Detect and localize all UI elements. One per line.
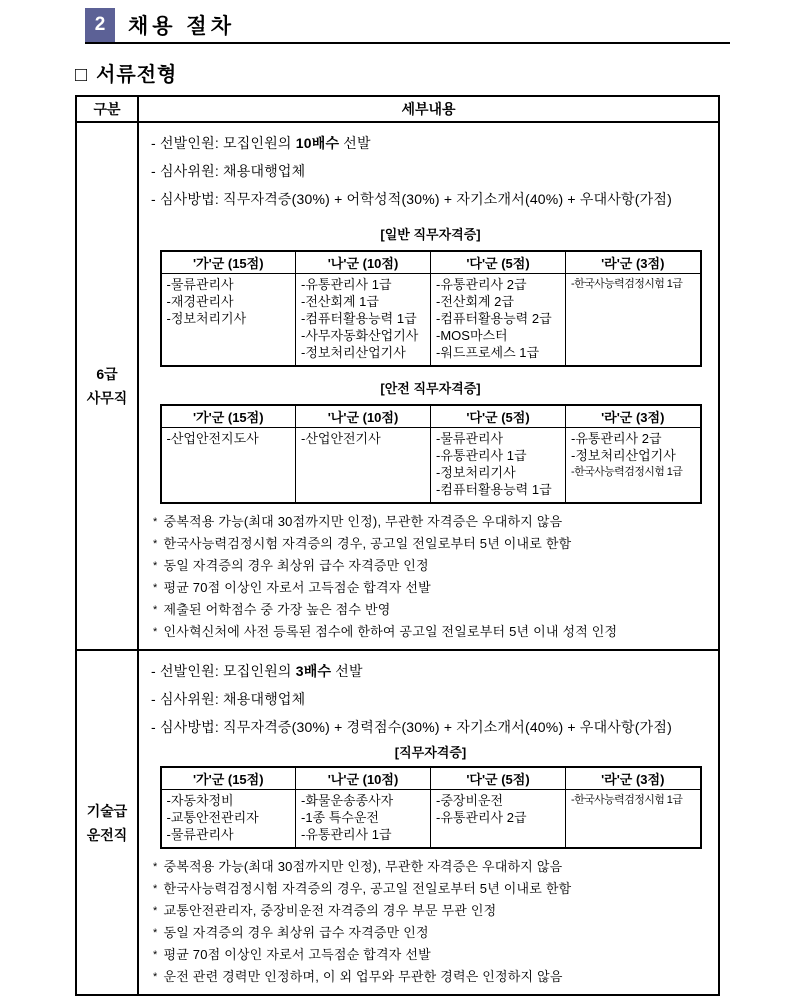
qual-group-cell — [566, 428, 701, 504]
category-line: 6급 — [96, 366, 118, 382]
category-cell — [76, 650, 138, 995]
asterisk-icon: * — [153, 626, 158, 638]
note-text: 교통안전관리자, 중장비운전 자격증의 경우 부문 무관 인정 — [163, 903, 497, 918]
note-line — [153, 577, 710, 599]
qual-item: -한국사능력검정시험 1급 — [571, 278, 683, 290]
info-text: 선발 — [331, 663, 363, 679]
info-line — [151, 185, 710, 213]
subtable-title: [일반 직무자격증] — [380, 227, 481, 242]
qual-item: -재경관리사 — [166, 294, 234, 309]
subtable-title: [직무자격증] — [394, 745, 467, 760]
note-text: 동일 자격증의 경우 최상위 급수 자격증만 인정 — [163, 558, 429, 573]
note-line — [153, 511, 710, 533]
qual-item: -컴퓨터활용능력 1급 — [301, 311, 417, 326]
info-text: 선발 — [339, 135, 371, 151]
screening-table-body — [76, 122, 719, 995]
qual-group-header: '가'군 (15점) — [161, 251, 296, 274]
note-line — [153, 922, 710, 944]
qual-group-cell — [566, 274, 701, 367]
qual-item: -중장비운전 — [436, 793, 504, 808]
note-line — [153, 966, 710, 988]
note-line — [153, 555, 710, 577]
asterisk-icon: * — [153, 582, 158, 594]
asterisk-icon: * — [153, 861, 158, 873]
qual-group-header: '가'군 (15점) — [161, 767, 296, 790]
asterisk-icon: * — [153, 538, 158, 550]
info-text: - 심사위원: 채용대행업체 — [151, 163, 306, 179]
note-line — [153, 599, 710, 621]
note-text: 제출된 어학점수 중 가장 높은 점수 반영 — [163, 602, 391, 617]
qual-item: -유통관리사 1급 — [301, 827, 392, 842]
note-line — [153, 533, 710, 555]
qual-group-header: '가'군 (15점) — [161, 405, 296, 428]
note-line — [153, 621, 710, 643]
details-cell — [138, 122, 719, 650]
qual-item: -유통관리사 1급 — [301, 277, 392, 292]
qual-item: -화물운송종사자 — [301, 793, 394, 808]
qual-item: -정보처리기사 — [166, 311, 247, 326]
info-line — [151, 129, 710, 157]
asterisk-icon: * — [153, 971, 158, 983]
qual-body-row — [161, 274, 701, 367]
qual-group-header: '나'군 (10점) — [296, 405, 431, 428]
qual-item: -한국사능력검정시험 1급 — [571, 794, 683, 806]
note-text: 운전 관련 경력만 인정하며, 이 외 업무와 무관한 경력은 인정하지 않음 — [163, 969, 563, 984]
category-line: 사무직 — [86, 390, 128, 406]
qual-item: -물류관리사 — [166, 277, 234, 292]
category-line: 기술급 — [86, 802, 128, 819]
qual-item: -한국사능력검정시험 1급 — [571, 466, 683, 478]
qual-group-cell — [431, 274, 566, 367]
qual-item: -워드프로세스 1급 — [436, 345, 540, 360]
qual-group-header: '라'군 (3점) — [566, 251, 701, 274]
qual-header-row — [161, 251, 701, 274]
note-line — [153, 856, 710, 878]
square-bullet-icon: □ — [75, 64, 89, 86]
qual-item: -정보처리기사 — [436, 465, 516, 480]
qual-item: -산업안전기사 — [301, 431, 381, 446]
qual-item: -물류관리사 — [436, 431, 504, 446]
qualification-table — [160, 250, 702, 367]
table-header-row — [76, 96, 719, 122]
note-line — [153, 878, 710, 900]
table-header-details: 세부내용 — [138, 96, 719, 122]
qual-group-header: '다'군 (5점) — [431, 251, 566, 274]
qual-header-row — [161, 767, 701, 790]
qual-group-cell — [296, 274, 431, 367]
asterisk-icon: * — [153, 883, 158, 895]
qual-group-header: '다'군 (5점) — [431, 767, 566, 790]
info-text: - 심사위원: 채용대행업체 — [151, 691, 306, 707]
qualification-table — [160, 766, 702, 849]
qual-group-cell — [161, 274, 296, 367]
qualification-table — [160, 404, 702, 504]
qual-group-header: '나'군 (10점) — [296, 767, 431, 790]
table-header-category: 구분 — [76, 96, 138, 122]
qual-group-cell — [431, 790, 566, 849]
note-text: 동일 자격증의 경우 최상위 급수 자격증만 인정 — [163, 925, 429, 940]
details-cell — [138, 650, 719, 995]
qual-group-header: '다'군 (5점) — [431, 405, 566, 428]
category-line: 운전직 — [86, 826, 128, 843]
qual-item: -정보처리산업기사 — [301, 345, 406, 360]
table-row — [76, 122, 719, 650]
qual-item: -산업안전지도사 — [166, 431, 259, 446]
qual-item: -MOS마스터 — [436, 328, 508, 343]
info-text: - 심사방법: 직무자격증(30%) + 어학성적(30%) + 자기소개서(40%) + 우대사항(가점) — [151, 191, 672, 207]
qual-group-header: '라'군 (3점) — [566, 767, 701, 790]
info-line — [151, 657, 710, 685]
subsection-heading — [75, 58, 177, 87]
info-text: - 선발인원: 모집인원의 — [151, 663, 296, 679]
qual-item: -사무자동화산업기사 — [301, 328, 419, 343]
category-cell — [76, 122, 138, 650]
qual-group-header: '나'군 (10점) — [296, 251, 431, 274]
info-text: - 선발인원: 모집인원의 — [151, 135, 296, 151]
info-line — [151, 713, 710, 741]
qual-header-row — [161, 405, 701, 428]
note-text: 인사혁신처에 사전 등록된 점수에 한하여 공고일 전일로부터 5년 이내 성적 인정 — [163, 624, 618, 639]
qual-item: -정보처리산업기사 — [571, 448, 676, 463]
qual-item: -전산회계 2급 — [436, 294, 514, 309]
table-row — [76, 650, 719, 995]
info-text: - 심사방법: 직무자격증(30%) + 경력점수(30%) + 자기소개서(40%) + 우대사항(가점) — [151, 719, 672, 735]
note-text: 중복적용 가능(최대 30점까지만 인정), 무관한 자격증은 우대하지 않음 — [163, 514, 563, 529]
subsection-title: 서류전형 — [96, 64, 178, 86]
qual-item: -유통관리사 2급 — [571, 431, 662, 446]
asterisk-icon: * — [153, 604, 158, 616]
qual-group-cell — [296, 790, 431, 849]
notes-list — [151, 511, 710, 643]
qual-body-row — [161, 790, 701, 849]
qual-item: -유통관리사 1급 — [436, 448, 527, 463]
qual-item: -전산회계 1급 — [301, 294, 379, 309]
qual-group-cell — [431, 428, 566, 504]
qual-item: -자동차정비 — [166, 793, 234, 808]
qual-group-cell — [161, 428, 296, 504]
section-header — [85, 8, 730, 44]
section-title: 채용 절차 — [128, 15, 235, 38]
note-text: 중복적용 가능(최대 30점까지만 인정), 무관한 자격증은 우대하지 않음 — [163, 859, 563, 874]
qual-item: -유통관리사 2급 — [436, 810, 527, 825]
note-line — [153, 900, 710, 922]
info-line — [151, 685, 710, 713]
asterisk-icon: * — [153, 927, 158, 939]
asterisk-icon: * — [153, 949, 158, 961]
qual-group-cell — [566, 790, 701, 849]
asterisk-icon: * — [153, 560, 158, 572]
asterisk-icon: * — [153, 905, 158, 917]
section-number-badge: 2 — [85, 8, 115, 42]
notes-list — [151, 856, 710, 988]
note-text: 평균 70점 이상인 자로서 고득점순 합격자 선발 — [163, 580, 431, 595]
screening-table — [75, 95, 720, 996]
qual-body-row — [161, 428, 701, 504]
asterisk-icon: * — [153, 516, 158, 528]
note-text: 한국사능력검정시험 자격증의 경우, 공고일 전일로부터 5년 이내로 한함 — [163, 881, 572, 896]
info-line — [151, 157, 710, 185]
qual-item: -교통안전관리자 — [166, 810, 259, 825]
qual-group-header: '라'군 (3점) — [566, 405, 701, 428]
info-bold-value: 3배수 — [295, 663, 332, 679]
info-bold-value: 10배수 — [295, 135, 340, 151]
qual-item: -컴퓨터활용능력 1급 — [436, 482, 552, 497]
qual-item: -유통관리사 2급 — [436, 277, 527, 292]
qual-item: -물류관리사 — [166, 827, 234, 842]
qual-group-cell — [296, 428, 431, 504]
note-line — [153, 944, 710, 966]
qual-group-cell — [161, 790, 296, 849]
note-text: 평균 70점 이상인 자로서 고득점순 합격자 선발 — [163, 947, 431, 962]
subtable-title: [안전 직무자격증] — [380, 381, 481, 396]
qual-item: -컴퓨터활용능력 2급 — [436, 311, 552, 326]
qual-item: -1종 특수운전 — [301, 810, 379, 825]
note-text: 한국사능력검정시험 자격증의 경우, 공고일 전일로부터 5년 이내로 한함 — [163, 536, 572, 551]
